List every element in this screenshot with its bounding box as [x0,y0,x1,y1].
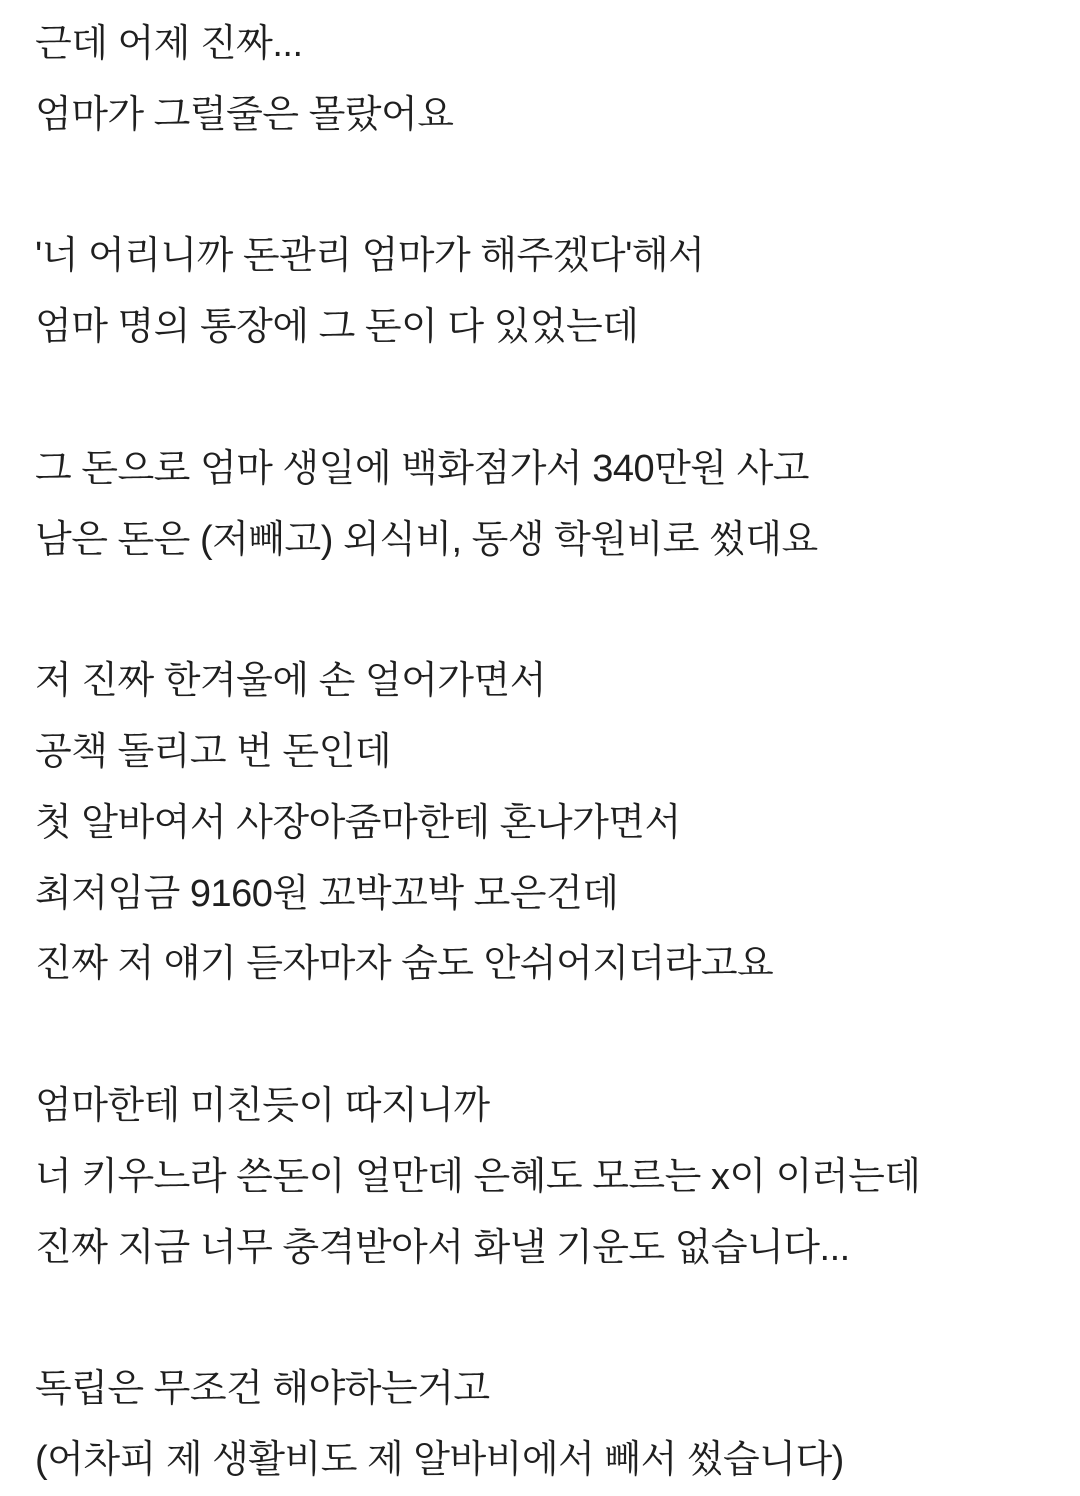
text-line: 엄마가 그럴줄은 몰랐어요 [35,93,454,136]
paragraph-5 [35,1071,1050,1283]
text-line: 근데 어제 진짜... [35,23,303,65]
text-line: 저 진짜 한겨울에 손 얼어가면서 [35,660,546,703]
paragraph-3 [35,434,1050,576]
text-line: (어차피 제 생활비도 제 알바비에서 빼서 썼습니다) [35,1438,844,1481]
paragraph-6 [35,1354,1050,1496]
text-line: 독립은 무조건 해야하는거고 [35,1368,490,1411]
text-line: 첫 알바여서 사장아줌마한테 혼나가면서 [35,801,681,844]
paragraph-2 [35,221,1050,363]
text-line: 진짜 저 얘기 듣자마자 숨도 안쉬어지더라고요 [35,943,774,986]
text-line: 공책 돌리고 번 돈인데 [35,730,392,773]
paragraph-4 [35,646,1050,1000]
paragraph-1 [35,9,1050,151]
text-line: 엄마한테 미친듯이 따지니까 [35,1084,490,1127]
text-line: 최저임금 9160원 꼬박꼬박 모은건데 [35,872,619,915]
text-line: 너 키우느라 쓴돈이 얼만데 은혜도 모르는 x이 이러는데 [35,1155,921,1198]
text-line: 진짜 지금 너무 충격받아서 화낼 기운도 없습니다... [35,1226,850,1269]
text-line: '너 어리니까 돈관리 엄마가 해주겠다'해서 [35,235,705,278]
text-line: 남은 돈은 (저빼고) 외식비, 동생 학원비로 썼대요 [35,518,818,561]
text-line: 그 돈으로 엄마 생일에 백화점가서 340만원 사고 [35,447,809,490]
text-line: 엄마 명의 통장에 그 돈이 다 있었는데 [35,306,639,349]
